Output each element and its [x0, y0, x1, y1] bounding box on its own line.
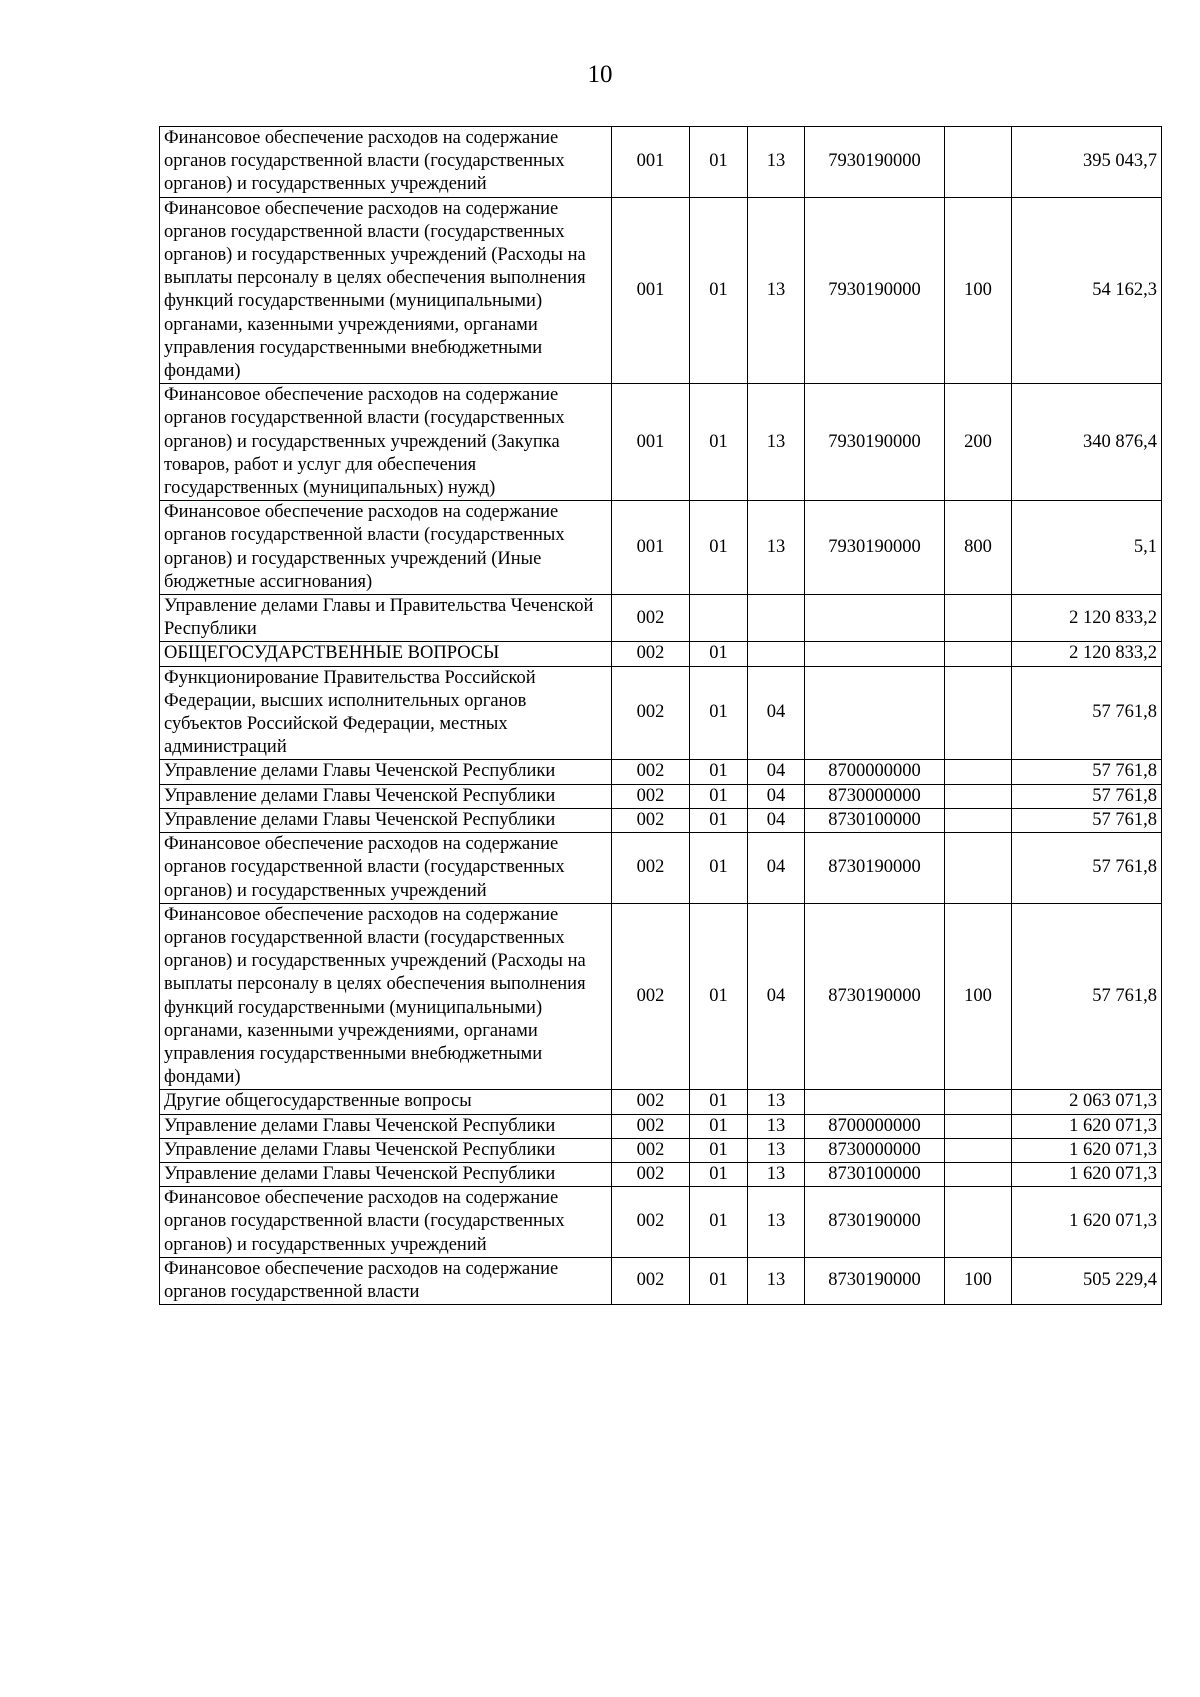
- row-name: Другие общегосударственные вопросы: [160, 1090, 612, 1114]
- row-csr: 8730100000: [805, 808, 945, 832]
- row-ved: 002: [612, 903, 690, 1090]
- row-rz: 01: [690, 1257, 748, 1304]
- row-pr: 13: [748, 501, 805, 595]
- row-name: Финансовое обеспечение расходов на содержание органов государственной власти (государственных органов) и государственных учреждений: [160, 1187, 612, 1258]
- budget-table: [159, 126, 1162, 1305]
- row-sum: 57 761,8: [1012, 833, 1162, 904]
- row-sum: 57 761,8: [1012, 666, 1162, 760]
- table-row: [160, 1257, 1162, 1304]
- row-vr: 100: [945, 197, 1012, 384]
- row-csr: 8730190000: [805, 833, 945, 904]
- row-ved: 002: [612, 808, 690, 832]
- row-vr: 100: [945, 903, 1012, 1090]
- row-rz: 01: [690, 666, 748, 760]
- row-vr: [945, 666, 1012, 760]
- row-ved: 001: [612, 501, 690, 595]
- row-ved: 002: [612, 1187, 690, 1258]
- table-row: [160, 666, 1162, 760]
- row-pr: 13: [748, 384, 805, 501]
- row-name: Управление делами Главы Чеченской Республики: [160, 760, 612, 784]
- table-row: [160, 760, 1162, 784]
- row-sum: 5,1: [1012, 501, 1162, 595]
- row-vr: [945, 1187, 1012, 1258]
- row-sum: 505 229,4: [1012, 1257, 1162, 1304]
- row-sum: 2 120 833,2: [1012, 642, 1162, 666]
- row-ved: 002: [612, 1138, 690, 1162]
- row-rz: [690, 595, 748, 642]
- row-rz: 01: [690, 384, 748, 501]
- row-ved: 001: [612, 384, 690, 501]
- row-pr: 04: [748, 833, 805, 904]
- row-rz: 01: [690, 903, 748, 1090]
- row-vr: [945, 127, 1012, 198]
- row-csr: [805, 1090, 945, 1114]
- row-pr: [748, 595, 805, 642]
- table-row: [160, 595, 1162, 642]
- row-pr: 04: [748, 808, 805, 832]
- row-pr: 13: [748, 1162, 805, 1186]
- row-ved: 002: [612, 1114, 690, 1138]
- row-pr: 13: [748, 197, 805, 384]
- row-sum: 395 043,7: [1012, 127, 1162, 198]
- row-csr: 7930190000: [805, 127, 945, 198]
- row-sum: 340 876,4: [1012, 384, 1162, 501]
- row-csr: 7930190000: [805, 501, 945, 595]
- row-rz: 01: [690, 501, 748, 595]
- row-rz: 01: [690, 808, 748, 832]
- row-ved: 002: [612, 1257, 690, 1304]
- table-row: [160, 784, 1162, 808]
- row-name: Финансовое обеспечение расходов на содержание органов государственной власти (государственных органов) и государственных учреждений (Расходы на выплаты персоналу в целях обеспечения выполнения функций государственными (муниципальными) органами, казенными учреждениями, органами управления государственными внебюджетными фондами): [160, 903, 612, 1090]
- row-name: Управление делами Главы и Правительства Чеченской Республики: [160, 595, 612, 642]
- row-rz: 01: [690, 784, 748, 808]
- row-sum: 1 620 071,3: [1012, 1114, 1162, 1138]
- row-csr: [805, 642, 945, 666]
- row-csr: 8700000000: [805, 760, 945, 784]
- row-ved: 002: [612, 595, 690, 642]
- row-ved: 002: [612, 760, 690, 784]
- row-sum: 57 761,8: [1012, 760, 1162, 784]
- row-ved: 002: [612, 666, 690, 760]
- table-row: [160, 127, 1162, 198]
- row-sum: 1 620 071,3: [1012, 1187, 1162, 1258]
- row-vr: 800: [945, 501, 1012, 595]
- table-row: [160, 384, 1162, 501]
- row-ved: 002: [612, 833, 690, 904]
- row-name: Финансовое обеспечение расходов на содержание органов государственной власти (государственных органов) и государственных учреждений (Иные бюджетные ассигнования): [160, 501, 612, 595]
- row-csr: 8730190000: [805, 1187, 945, 1258]
- row-csr: 8730100000: [805, 1162, 945, 1186]
- row-ved: 002: [612, 642, 690, 666]
- row-rz: 01: [690, 1187, 748, 1258]
- row-name: Финансовое обеспечение расходов на содержание органов государственной власти (государственных органов) и государственных учреждений (Расходы на выплаты персоналу в целях обеспечения выполнения функций государственными (муниципальными) органами, казенными учреждениями, органами управления государственными внебюджетными фондами): [160, 197, 612, 384]
- row-rz: 01: [690, 1090, 748, 1114]
- row-csr: [805, 666, 945, 760]
- table-row: [160, 903, 1162, 1090]
- row-sum: 1 620 071,3: [1012, 1162, 1162, 1186]
- row-name: Финансовое обеспечение расходов на содержание органов государственной власти (государственных органов) и государственных учреждений: [160, 127, 612, 198]
- row-sum: 57 761,8: [1012, 903, 1162, 1090]
- row-csr: 7930190000: [805, 197, 945, 384]
- row-pr: 04: [748, 784, 805, 808]
- row-csr: [805, 595, 945, 642]
- row-csr: 8730000000: [805, 1138, 945, 1162]
- row-pr: 13: [748, 1187, 805, 1258]
- table-row: [160, 833, 1162, 904]
- row-name: Финансовое обеспечение расходов на содержание органов государственной власти (государственных органов) и государственных учреждений (Закупка товаров, работ и услуг для обеспечения государственных (муниципальных) нужд): [160, 384, 612, 501]
- row-vr: [945, 1162, 1012, 1186]
- row-vr: 100: [945, 1257, 1012, 1304]
- row-csr: 8700000000: [805, 1114, 945, 1138]
- row-name: Функционирование Правительства Российской Федерации, высших исполнительных органов субъектов Российской Федерации, местных администраций: [160, 666, 612, 760]
- row-pr: [748, 642, 805, 666]
- row-name: Управление делами Главы Чеченской Республики: [160, 1114, 612, 1138]
- row-ved: 002: [612, 784, 690, 808]
- row-name: Финансовое обеспечение расходов на содержание органов государственной власти (государственных органов) и государственных учреждений: [160, 833, 612, 904]
- row-name: Управление делами Главы Чеченской Республики: [160, 1138, 612, 1162]
- row-name: Управление делами Главы Чеченской Республики: [160, 808, 612, 832]
- row-vr: [945, 760, 1012, 784]
- row-sum: 2 063 071,3: [1012, 1090, 1162, 1114]
- table-row: [160, 808, 1162, 832]
- row-pr: 04: [748, 760, 805, 784]
- table-row: [160, 1114, 1162, 1138]
- row-pr: 13: [748, 1090, 805, 1114]
- row-vr: [945, 595, 1012, 642]
- row-vr: [945, 1114, 1012, 1138]
- row-rz: 01: [690, 127, 748, 198]
- row-vr: [945, 1138, 1012, 1162]
- row-pr: 04: [748, 903, 805, 1090]
- row-name: Финансовое обеспечение расходов на содержание органов государственной власти: [160, 1257, 612, 1304]
- row-ved: 002: [612, 1090, 690, 1114]
- table-row: [160, 1187, 1162, 1258]
- row-rz: 01: [690, 760, 748, 784]
- row-rz: 01: [690, 1162, 748, 1186]
- row-vr: [945, 833, 1012, 904]
- row-rz: 01: [690, 642, 748, 666]
- row-sum: 57 761,8: [1012, 784, 1162, 808]
- row-rz: 01: [690, 1138, 748, 1162]
- row-vr: [945, 784, 1012, 808]
- page-number: 10: [587, 61, 613, 88]
- table-row: [160, 1090, 1162, 1114]
- row-rz: 01: [690, 833, 748, 904]
- row-sum: 2 120 833,2: [1012, 595, 1162, 642]
- table-row: [160, 501, 1162, 595]
- row-sum: 57 761,8: [1012, 808, 1162, 832]
- row-pr: 13: [748, 127, 805, 198]
- table-row: [160, 1162, 1162, 1186]
- row-name: Управление делами Главы Чеченской Республики: [160, 1162, 612, 1186]
- row-vr: [945, 1090, 1012, 1114]
- row-name: Управление делами Главы Чеченской Республики: [160, 784, 612, 808]
- table-row: [160, 642, 1162, 666]
- row-pr: 04: [748, 666, 805, 760]
- row-pr: 13: [748, 1138, 805, 1162]
- row-sum: 54 162,3: [1012, 197, 1162, 384]
- row-vr: 200: [945, 384, 1012, 501]
- row-csr: 8730190000: [805, 903, 945, 1090]
- row-ved: 002: [612, 1162, 690, 1186]
- row-csr: 8730190000: [805, 1257, 945, 1304]
- row-csr: 8730000000: [805, 784, 945, 808]
- table-row: [160, 1138, 1162, 1162]
- row-csr: 7930190000: [805, 384, 945, 501]
- row-rz: 01: [690, 1114, 748, 1138]
- budget-table-body: [160, 127, 1162, 1305]
- row-rz: 01: [690, 197, 748, 384]
- row-ved: 001: [612, 127, 690, 198]
- row-vr: [945, 808, 1012, 832]
- row-vr: [945, 642, 1012, 666]
- row-pr: 13: [748, 1114, 805, 1138]
- table-row: [160, 197, 1162, 384]
- row-name: ОБЩЕГОСУДАРСТВЕННЫЕ ВОПРОСЫ: [160, 642, 612, 666]
- row-pr: 13: [748, 1257, 805, 1304]
- row-sum: 1 620 071,3: [1012, 1138, 1162, 1162]
- row-ved: 001: [612, 197, 690, 384]
